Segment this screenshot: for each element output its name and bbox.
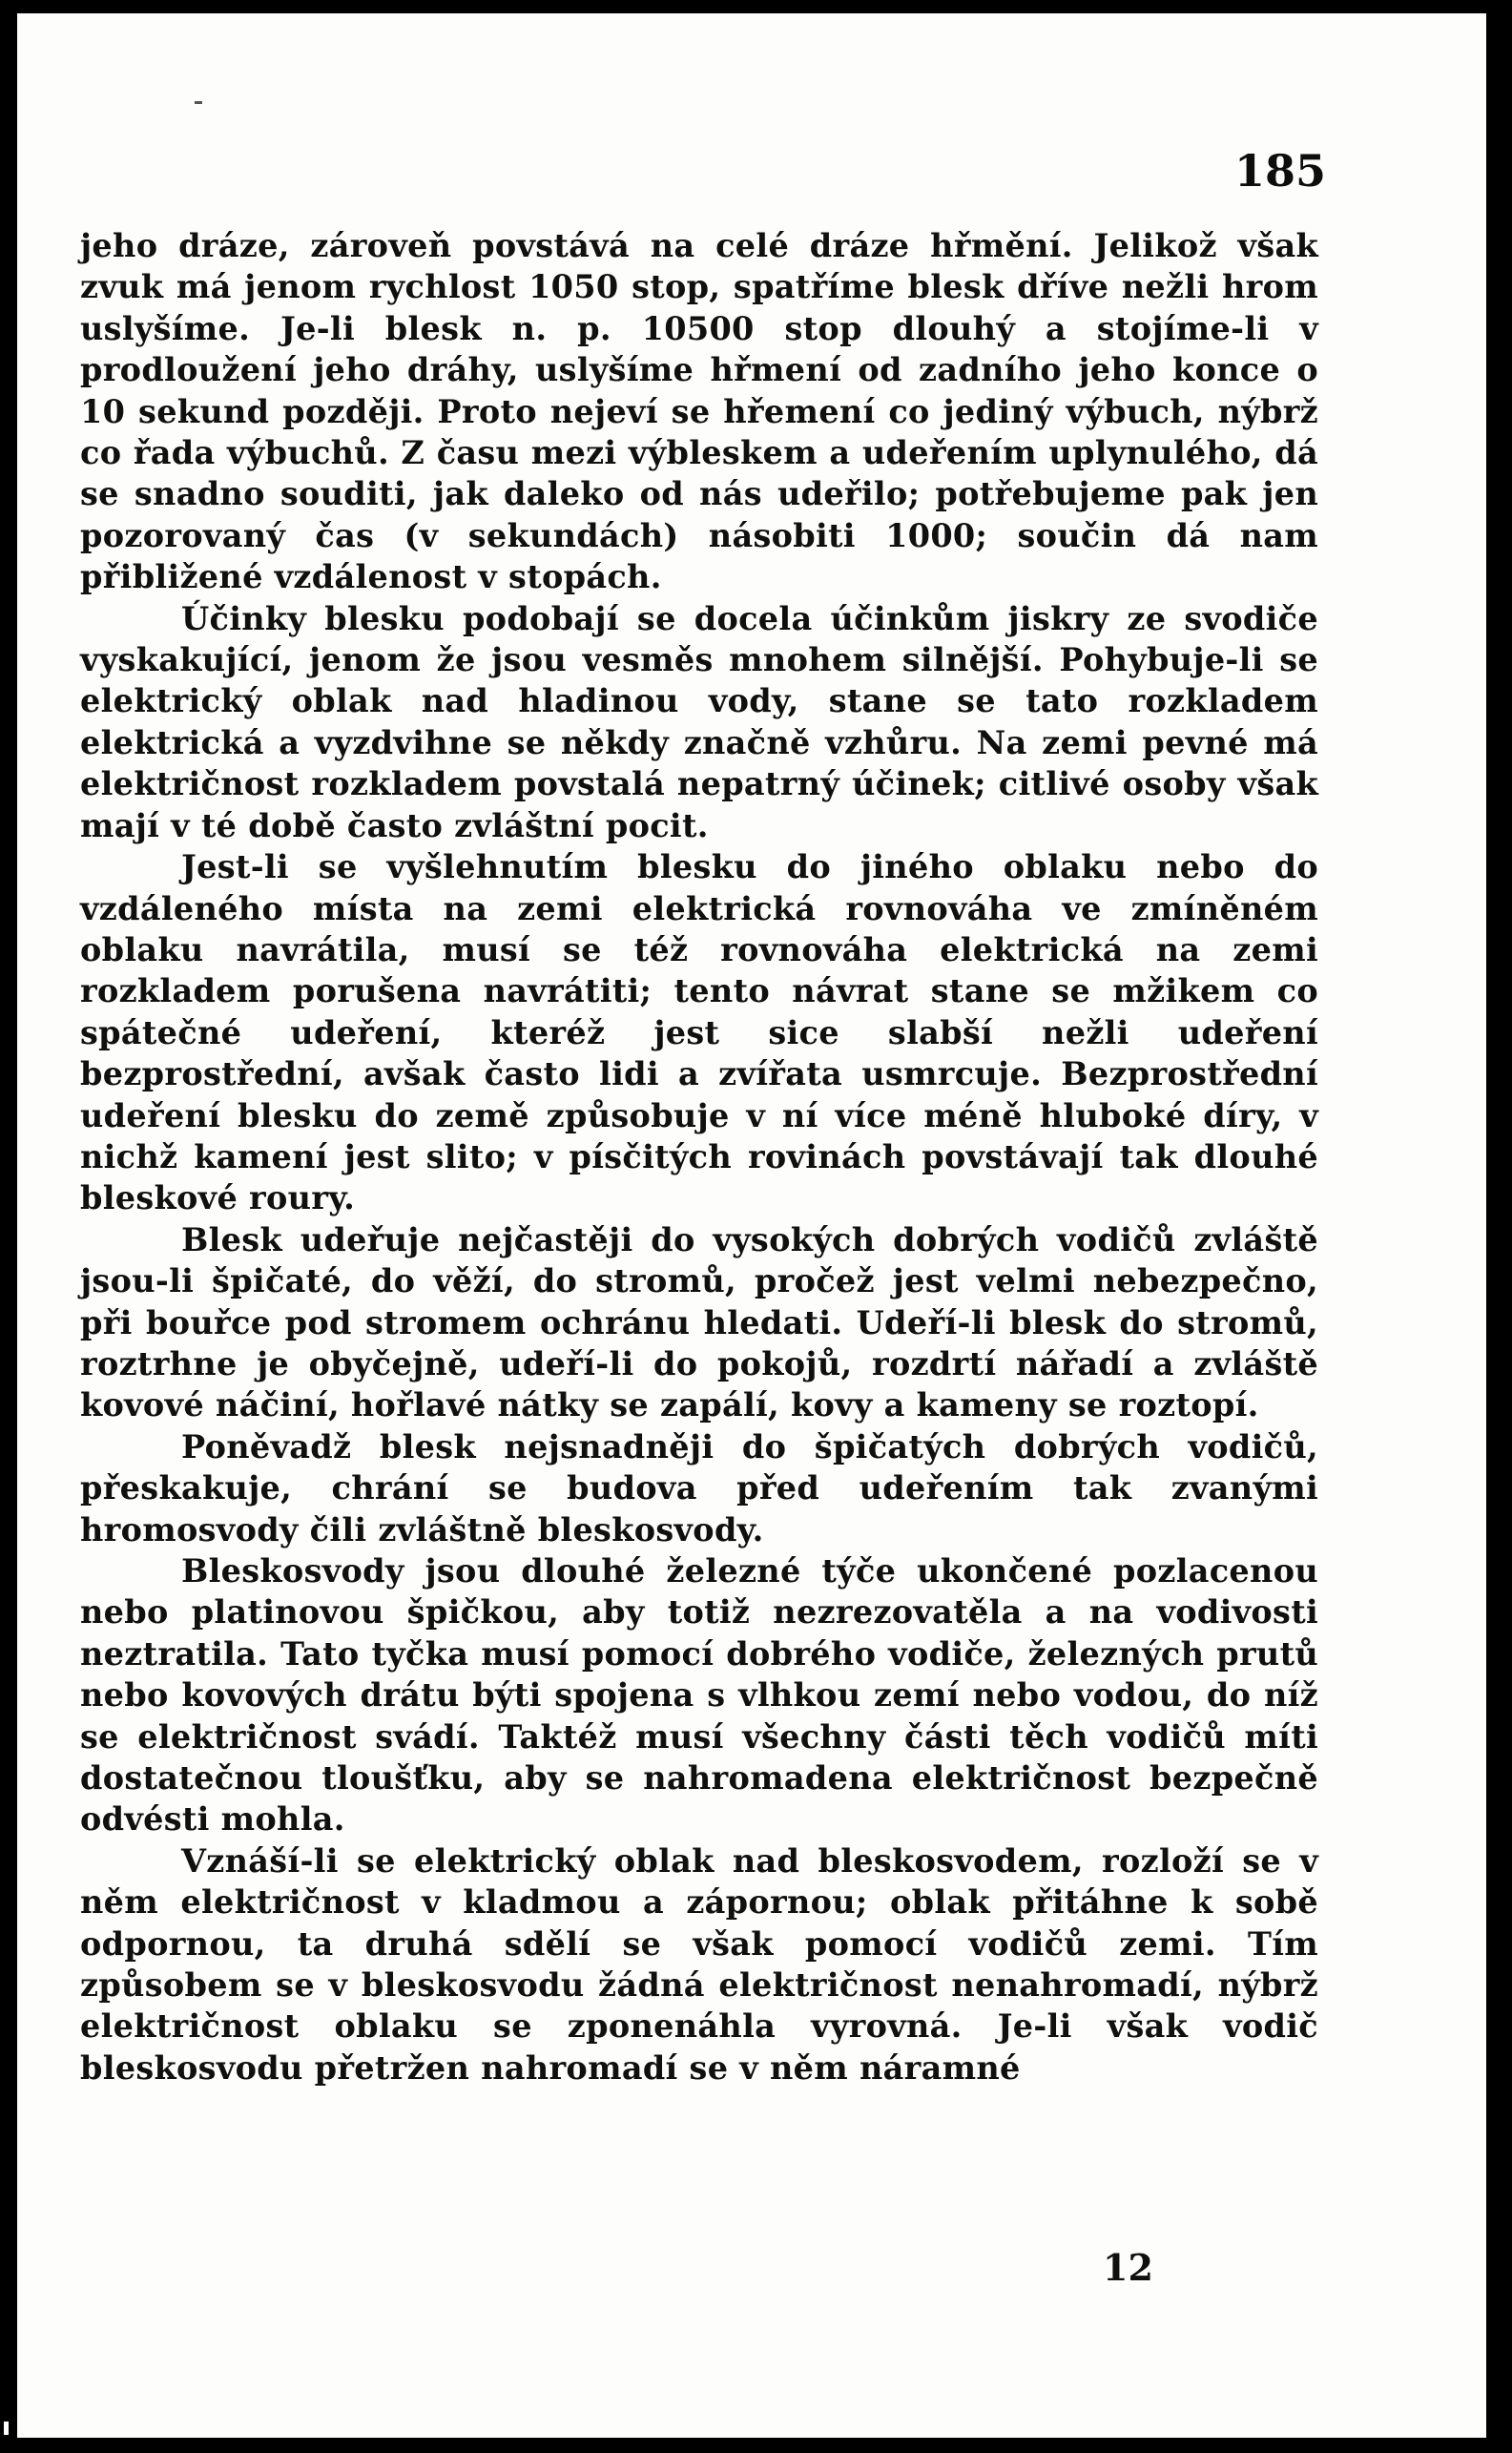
paragraph-3: Jest-li se vyšlehnutím blesku do jiného oblaku nebo do vzdáleného místa na zemi elektrická rovnováha ve zmíněném oblaku navrátila, musí se též rovnováha elektrická na zemi rozkladem porušena navrátiti; tento návrat stane se mžikem co spátečné udeření, kteréž jest sice slabší nežli udeření bezprostřední, avšak často lidi a zvířata usmrcuje. Bezprostřední udeření blesku do země způsobuje v ní více méně hluboké díry, v nichž kamení jest slito; v písčitých rovinách povstávají tak dlouhé bleskové roury.	[80, 848, 1318, 1217]
paragraph-7: Vznáší-li se elektrický oblak nad bleskosvodem, rozloží se v něm električnost v kladmou a zápornou; oblak přitáhne k sobě odpornou, ta druhá sdělí se však pomocí vodičů zemi. Tím způsobem se v bleskosvodu žádná električnost nenahromadí, nýbrž električnost oblaku se zponenáhla vyrovná. Je-li však vodič bleskosvodu přetržen nahromadí se v něm náramné	[80, 1841, 1318, 2087]
paragraph-6: Bleskosvody jsou dlouhé železné týče ukončené pozlacenou nebo platinovou špičkou, aby totiž nezrezovatěla a na vodivosti neztratila. Tato tyčka musí pomocí dobrého vodiče, železných prutů nebo kovových drátu býti spojena s vlhkou zemí nebo vodou, do níž se električnost svádí. Taktéž musí všechny části těch vodičů míti dostatečnou tloušťku, aby se nahromadena električnost bezpečně odvésti mohla.	[80, 1552, 1318, 1839]
paragraph-5: Poněvadž blesk nejsnadněji do špičatých dobrých vodičů, přeskakuje, chrání se budova před udeřením tak zvanými hromosvody čili zvláštně bleskosvody.	[80, 1427, 1318, 1549]
paragraph-2: Účinky blesku podobají se docela účinkům jiskry ze svodiče vyskakující, jenom že jsou vesměs mnohem silnější. Pohybuje-li se elektrický oblak nad hladinou vody, stane se tato rozkladem elektrická a vyzdvihne se někdy značně vzhůru. Na zemi pevné má električnost rozkladem povstalá nepatrný účinek; citlivé osoby však mají v té době často zvláštní pocit.	[80, 599, 1318, 844]
paragraph-4: Blesk udeřuje nejčastěji do vysokých dobrých vodičů zvláště jsou-li špičaté, do věží, do stromů, pročež jest velmi nebezpečno, při bouřce pod stromem ochránu hledati. Udeří-li blesk do stromů, roztrhne je obyčejně, udeří-li do pokojů, rozdrtí nářadí a zvláště kovové náčiní, hořlavé nátky se zapálí, kovy a kameny se roztopí.	[80, 1220, 1318, 1424]
paragraph-1: jeho dráze, zároveň povstává na celé dráze hřmění. Jelikož však zvuk má jenom rychlost 1050 stop, spatříme blesk dříve nežli hrom uslyšíme. Je-li blesk n. p. 10500 stop dlouhý a stojíme-li v prodloužení jeho dráhy, uslyšíme hřmení od zadního jeho konce o 10 sekund později. Proto nejeví se hřemení co jediný výbuch, nýbrž co řada výbuchů. Z času mezi výbleskem a udeřením uplynulého, dá se snadno souditi, jak daleko od nás udeřilo; potřebujeme pak jen pozorovaný čas (v sekundách) násobiti 1000; součin dá nam přibližené vzdálenost v stopách.	[80, 227, 1318, 596]
ink-speck	[195, 101, 202, 104]
body-text	[80, 225, 1318, 2089]
scan-edge-mark	[4, 2422, 9, 2435]
book-page	[17, 13, 1486, 2438]
page-number: 185	[1233, 145, 1326, 197]
signature-mark: 12	[1103, 2246, 1153, 2289]
